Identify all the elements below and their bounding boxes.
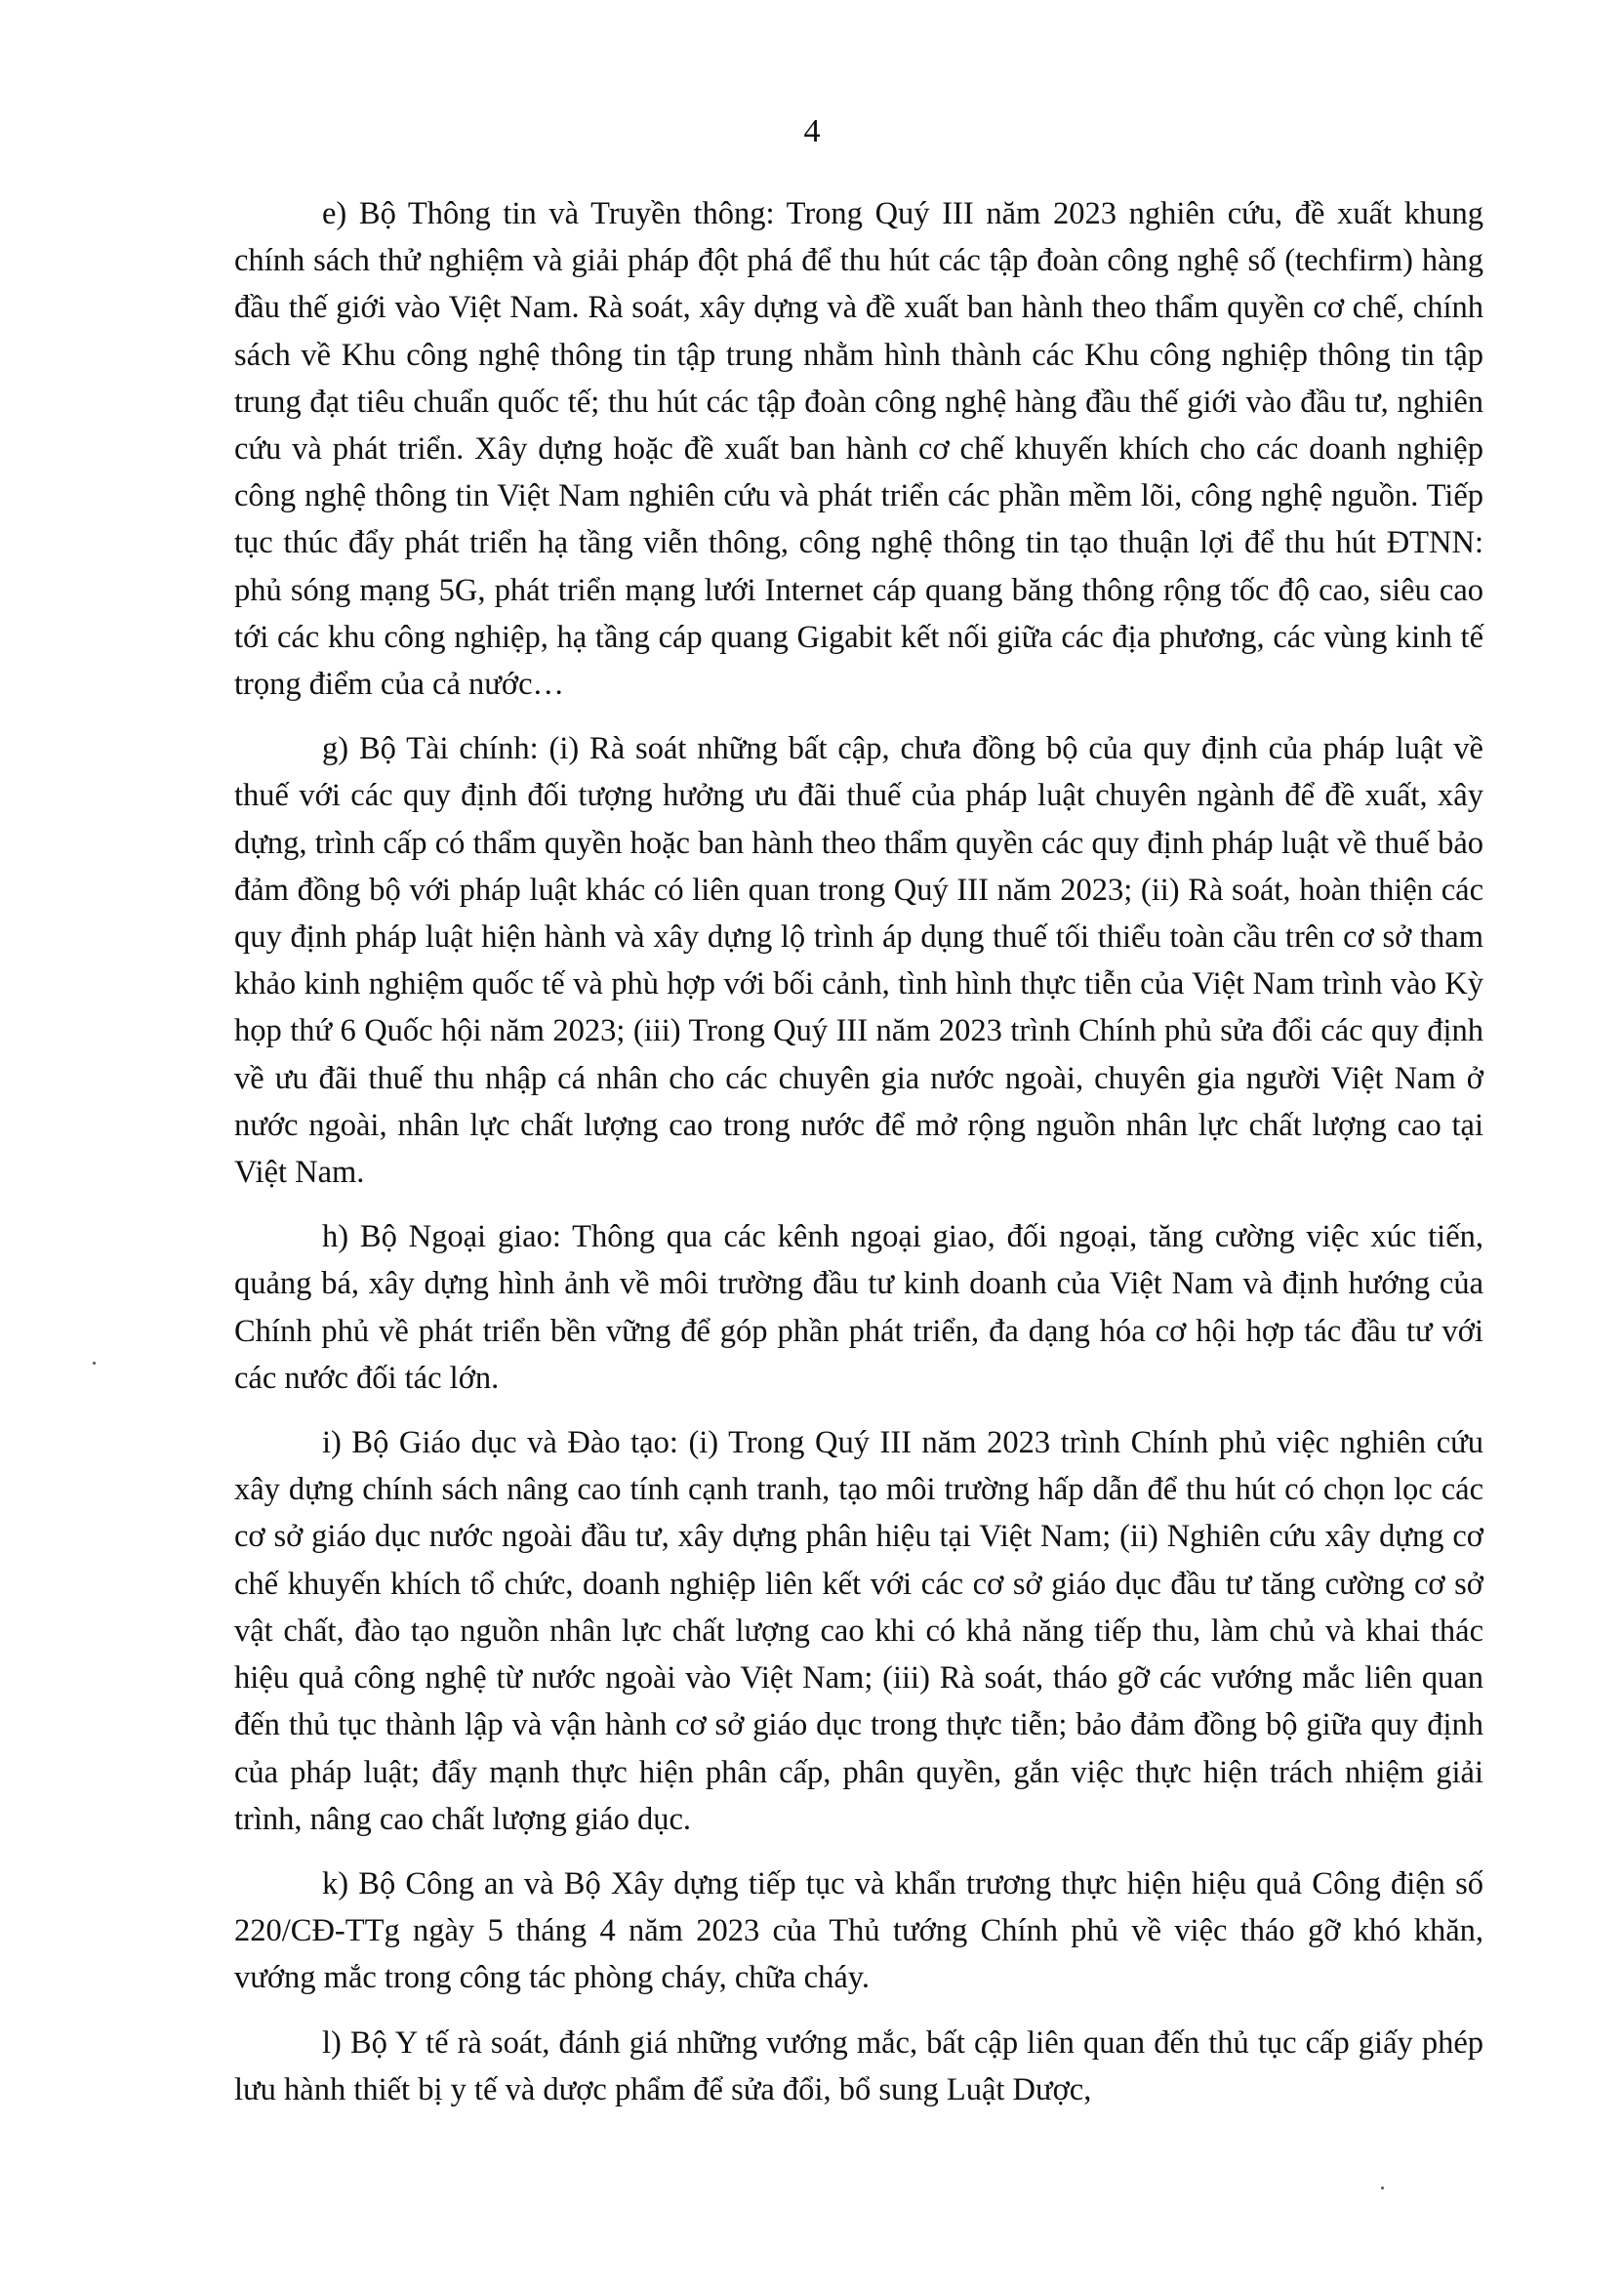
page-number: 4 — [803, 113, 821, 149]
paragraph-k-ministry-of-public-security: k) Bộ Công an và Bộ Xây dựng tiếp tục và khẩn trương thực hiện hiệu quả Công điện số 220/CĐ-TTg ngày 5 tháng 4 năm 2023 của Thủ tướng Chính phủ về việc tháo gỡ khó khăn, vướng mắc trong công tác phòng cháy, chữa cháy. — [234, 1865, 1483, 1996]
paragraph-e-ministry-of-information: e) Bộ Thông tin và Truyền thông: Trong Quý III năm 2023 nghiên cứu, đề xuất khung chính sách thử nghiệm và giải pháp đột phá để thu hút các tập đoàn công nghệ số (techfirm) hàng đầu thế giới vào Việt Nam. Rà soát, xây dựng và đề xuất ban hành theo thẩm quyền cơ chế, chính sách về Khu công nghệ thông tin tập trung nhằm hình thành các Khu công nghiệp thông tin tập trung đạt tiêu chuẩn quốc tế; thu hút các tập đoàn công nghệ hàng đầu thế giới vào đầu tư, nghiên cứu và phát triển. Xây dựng hoặc đề xuất ban hành cơ chế khuyến khích cho các doanh nghiệp công nghệ thông tin Việt Nam nghiên cứu và phát triển các phần mềm lõi, công nghệ nguồn. Tiếp tục thúc đẩy phát triển hạ tầng viễn thông, công nghệ thông tin tạo thuận lợi để thu hút ĐTNN: phủ sóng mạng 5G, phát triển mạng lưới Internet cáp quang băng thông rộng tốc độ cao, siêu cao tới các khu công nghiệp, hạ tầng cáp quang Gigabit kết nối giữa các địa phương, các vùng kinh tế trọng điểm của cả nước… — [234, 196, 1483, 703]
paragraph-i-ministry-of-education: i) Bộ Giáo dục và Đào tạo: (i) Trong Quý III năm 2023 trình Chính phủ việc nghiên cứu xây dựng chính sách nâng cao tính cạnh tranh, tạo môi trường hấp dẫn để thu hút có chọn lọc các cơ sở giáo dục nước ngoài đầu tư, xây dựng phân hiệu tại Việt Nam; (ii) Nghiên cứu xây dựng cơ chế khuyến khích tổ chức, doanh nghiệp liên kết với các cơ sở giáo dục đầu tư tăng cường cơ sở vật chất, đào tạo nguồn nhân lực chất lượng cao khi có khả năng tiếp thu, làm chủ và khai thác hiệu quả công nghệ từ nước ngoài vào Việt Nam; (iii) Rà soát, tháo gỡ các vướng mắc liên quan đến thủ tục thành lập và vận hành cơ sở giáo dục trong thực tiễn; bảo đảm đồng bộ giữa quy định của pháp luật; đẩy mạnh thực hiện phân cấp, phân quyền, gắn việc thực hiện trách nhiệm giải trình, nâng cao chất lượng giáo dục. — [234, 1425, 1483, 1837]
scan-speck — [1381, 2187, 1384, 2189]
paragraph-l-ministry-of-health: l) Bộ Y tế rà soát, đánh giá những vướng mắc, bất cập liên quan đến thủ tục cấp giấy phép lưu hành thiết bị y tế và dược phẩm để sửa đổi, bổ sung Luật Dược, — [234, 2024, 1483, 2107]
document-body — [234, 190, 1483, 2131]
paragraph-h-ministry-of-foreign-affairs: h) Bộ Ngoại giao: Thông qua các kênh ngoại giao, đối ngoại, tăng cường việc xúc tiến, quảng bá, xây dựng hình ảnh về môi trường đầu tư kinh doanh của Việt Nam và định hướng của Chính phủ về phát triển bền vững để góp phần phát triển, đa dạng hóa cơ hội hợp tác đầu tư với các nước đối tác lớn. — [234, 1219, 1483, 1396]
scan-speck — [93, 1362, 96, 1365]
paragraph-g-ministry-of-finance: g) Bộ Tài chính: (i) Rà soát những bất cập, chưa đồng bộ của quy định của pháp luật về thuế với các quy định đối tượng hưởng ưu đãi thuế của pháp luật chuyên ngành để đề xuất, xây dựng, trình cấp có thẩm quyền hoặc ban hành theo thẩm quyền các quy định pháp luật về thuế bảo đảm đồng bộ với pháp luật khác có liên quan trong Quý III năm 2023; (ii) Rà soát, hoàn thiện các quy định pháp luật hiện hành và xây dựng lộ trình áp dụng thuế tối thiểu toàn cầu trên cơ sở tham khảo kinh nghiệm quốc tế và phù hợp với bối cảnh, tình hình thực tiễn của Việt Nam trình vào Kỳ họp thứ 6 Quốc hội năm 2023; (iii) Trong Quý III năm 2023 trình Chính phủ sửa đổi các quy định về ưu đãi thuế thu nhập cá nhân cho các chuyên gia nước ngoài, chuyên gia người Việt Nam ở nước ngoài, nhân lực chất lượng cao trong nước để mở rộng nguồn nhân lực chất lượng cao tại Việt Nam. — [234, 731, 1483, 1191]
